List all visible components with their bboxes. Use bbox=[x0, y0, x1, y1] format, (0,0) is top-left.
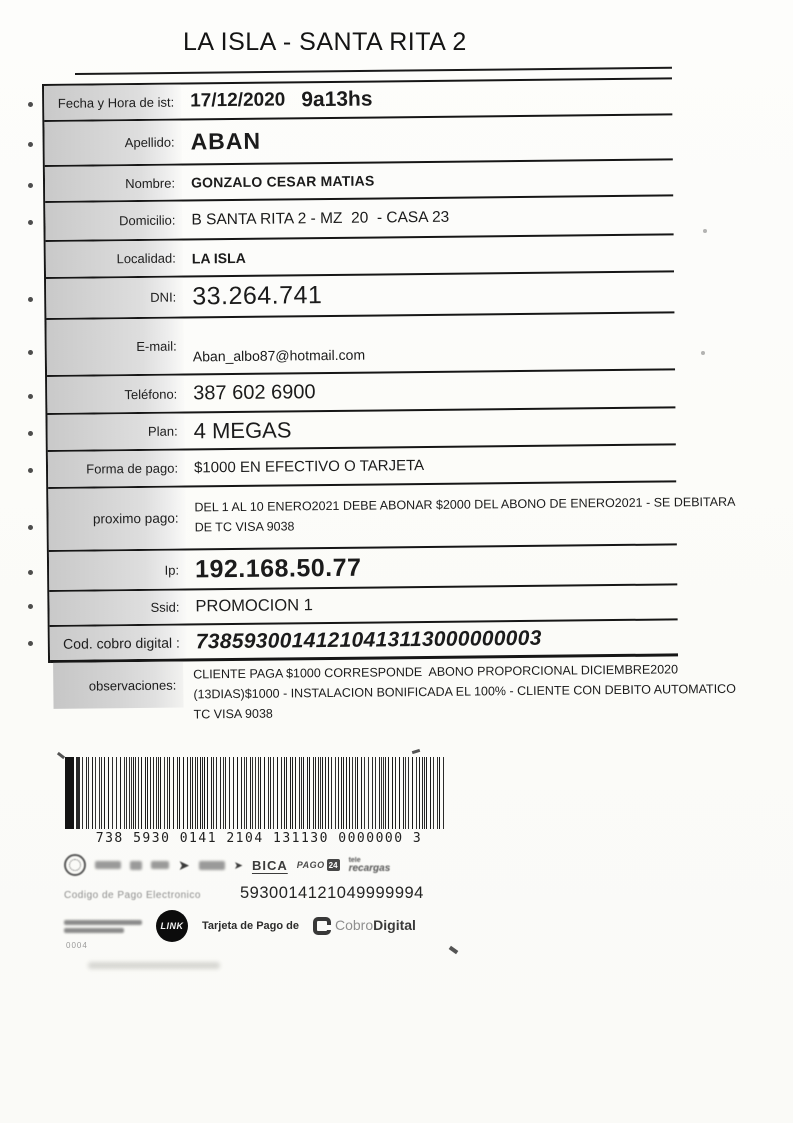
field-value-ssid bbox=[186, 585, 677, 623]
scan-mark bbox=[412, 749, 421, 754]
barcode-bar bbox=[95, 757, 96, 829]
barcode-bar bbox=[433, 757, 434, 829]
blurred-logo-icon bbox=[151, 861, 169, 869]
batch-code: 0004 bbox=[66, 941, 88, 950]
cobrodigital-logo-text bbox=[335, 917, 416, 935]
margin-bullet-dot bbox=[28, 394, 33, 399]
barcode-bar bbox=[309, 757, 310, 829]
field-value-localidad bbox=[183, 235, 674, 275]
field-value-text: PROMOCION 1 bbox=[195, 596, 313, 616]
barcode-bar bbox=[260, 757, 261, 829]
barcode-bar bbox=[258, 757, 259, 829]
scan-smudge bbox=[88, 962, 220, 969]
scan-mark bbox=[449, 946, 459, 954]
barcode-bar bbox=[416, 757, 417, 829]
field-value-text: 73859300141210413113000000003 bbox=[195, 626, 542, 653]
barcode-bar bbox=[195, 757, 196, 829]
barcode-bar bbox=[104, 757, 105, 829]
field-value-text: 33.264.741 bbox=[192, 281, 323, 311]
cobrodigital-text-bold: Digital bbox=[373, 917, 416, 933]
barcode-bar bbox=[223, 757, 224, 829]
barcode-bar bbox=[150, 757, 151, 829]
barcode-bar bbox=[352, 757, 353, 829]
barcode-bar bbox=[346, 757, 347, 829]
barcode-bar bbox=[76, 757, 80, 829]
field-label-ip: Ip: bbox=[49, 551, 186, 590]
barcode-bar bbox=[129, 757, 130, 829]
barcode-bar bbox=[173, 757, 174, 829]
barcode-bar bbox=[202, 757, 203, 829]
cobrodigital-logo-icon bbox=[313, 917, 331, 935]
arrow-logo-icon: ➤ bbox=[233, 859, 243, 872]
barcode-bar bbox=[200, 757, 201, 829]
field-value-telefono bbox=[184, 370, 675, 411]
margin-bullet-dot bbox=[28, 468, 33, 473]
barcode-bar bbox=[412, 757, 413, 829]
field-value-text: 4 MEGAS bbox=[193, 416, 292, 443]
electronic-payment-code-label: Codigo de Pago Electronico bbox=[64, 890, 201, 901]
customer-form bbox=[42, 77, 736, 726]
field-value-fecha bbox=[181, 79, 672, 118]
barcode-bar bbox=[343, 757, 344, 829]
barcode-bar bbox=[399, 757, 400, 829]
barcode-bar bbox=[156, 757, 157, 829]
field-value-forma bbox=[185, 445, 676, 485]
barcode-bar bbox=[335, 757, 336, 829]
barcode-bar bbox=[286, 757, 287, 829]
barcode-bar bbox=[307, 757, 308, 829]
barcode-bar bbox=[430, 757, 431, 829]
field-label-observaciones: observaciones: bbox=[53, 662, 183, 709]
barcode-bar bbox=[158, 757, 159, 829]
barcode-bar bbox=[233, 757, 234, 829]
barcode-bar bbox=[315, 757, 316, 829]
barcode-bar bbox=[341, 757, 342, 829]
barcode-bar bbox=[268, 757, 269, 829]
barcode-bar bbox=[197, 757, 198, 829]
blurred-logo-icon bbox=[64, 920, 142, 933]
barcode-bar bbox=[364, 757, 365, 829]
barcode-bar bbox=[179, 757, 180, 829]
barcode-bar bbox=[169, 757, 170, 829]
barcode-bar bbox=[325, 757, 326, 829]
margin-bullet-dot bbox=[28, 220, 33, 225]
barcode-bar bbox=[160, 757, 161, 829]
field-label-fecha: Fecha y Hora de ist: bbox=[44, 85, 181, 120]
barcode-bar bbox=[281, 757, 282, 829]
barcode-bar bbox=[207, 757, 208, 829]
barcode-bar bbox=[284, 757, 285, 829]
barcode-bar bbox=[301, 757, 302, 829]
barcode-bar bbox=[116, 757, 117, 829]
field-value-line: DEL 1 AL 10 ENERO2021 DEBE ABONAR $2000 DEL ABONO DE ENERO2021 - SE DEBITARA bbox=[194, 494, 736, 515]
electronic-payment-code-value: 5930014121049999994 bbox=[240, 884, 424, 902]
barcode-bar bbox=[328, 757, 329, 829]
barcode-bar bbox=[120, 757, 121, 829]
page-title: LA ISLA - SANTA RITA 2 bbox=[183, 28, 467, 56]
barcode-bar bbox=[246, 757, 247, 829]
barcode-bar bbox=[264, 757, 265, 829]
bica-logo: BICA bbox=[251, 857, 288, 873]
barcode-bar bbox=[65, 757, 74, 829]
field-value-nombre bbox=[182, 160, 673, 199]
telerecargas-logo-top: tele bbox=[348, 856, 361, 864]
payment-barcode bbox=[65, 757, 453, 829]
field-value-text: 17/12/2020 bbox=[190, 89, 286, 112]
barcode-bar bbox=[164, 757, 165, 829]
barcode-bar bbox=[273, 757, 274, 829]
form-row-observaciones bbox=[48, 656, 736, 726]
barcode-bar bbox=[408, 757, 409, 829]
barcode-bar bbox=[338, 757, 339, 829]
cobrodigital-text-light: Cobro bbox=[335, 917, 374, 933]
field-value-text: GONZALO CESAR MATIAS bbox=[190, 172, 375, 191]
margin-bullet-dot bbox=[28, 604, 33, 609]
barcode-bar bbox=[424, 757, 425, 829]
field-value-dni bbox=[183, 272, 674, 316]
barcode-bar bbox=[379, 757, 380, 829]
field-value-cod bbox=[187, 620, 678, 658]
barcode-bar bbox=[388, 757, 389, 829]
field-value-text: B SANTA RITA 2 - MZ 20 - CASA 23 bbox=[191, 208, 450, 228]
form-row-proximo bbox=[48, 482, 736, 552]
barcode-bar bbox=[86, 757, 87, 829]
margin-bullet-dot bbox=[28, 570, 33, 575]
barcode-bar bbox=[204, 757, 205, 829]
margin-bullet-dot bbox=[28, 142, 33, 147]
barcode-bar bbox=[133, 757, 134, 829]
top-rule-line bbox=[75, 67, 672, 75]
field-value-ip bbox=[186, 545, 677, 588]
barcode-bar bbox=[108, 757, 109, 829]
field-value-line: DE TC VISA 9038 bbox=[194, 518, 295, 534]
electronic-payment-code-row bbox=[64, 884, 564, 904]
field-label-nombre: Nombre: bbox=[45, 166, 182, 201]
barcode-bar bbox=[385, 757, 386, 829]
field-label-email: E-mail: bbox=[46, 319, 184, 375]
barcode-bar bbox=[255, 757, 256, 829]
barcode-bar bbox=[82, 757, 83, 829]
form-row-apellido bbox=[44, 115, 672, 167]
barcode-bar bbox=[368, 757, 369, 829]
barcode-bar bbox=[392, 757, 393, 829]
cobrodigital-logo bbox=[313, 917, 416, 935]
barcode-bar bbox=[395, 757, 396, 829]
tarjeta-de-pago-label: Tarjeta de Pago de bbox=[202, 920, 299, 932]
barcode-bar bbox=[229, 757, 230, 829]
barcode-bar bbox=[237, 757, 238, 829]
barcode-bar bbox=[277, 757, 278, 829]
observaciones-line: (13DIAS)$1000 - INSTALACION BONIFICADA EL 100% - CLIENTE CON DEBITO AUTOMATICO bbox=[193, 681, 736, 702]
barcode-bar bbox=[112, 757, 113, 829]
pago24-logo bbox=[297, 859, 340, 871]
barcode-bar bbox=[355, 757, 356, 829]
margin-bullet-dot bbox=[28, 183, 33, 188]
barcode-bar bbox=[303, 757, 304, 829]
field-value-text: $1000 EN EFECTIVO O TARJETA bbox=[193, 457, 425, 477]
form-row-dni bbox=[46, 272, 674, 320]
barcode-bar bbox=[244, 757, 245, 829]
field-value-text: 192.168.50.77 bbox=[194, 553, 362, 583]
field-value-text: ABAN bbox=[190, 127, 262, 155]
barcode-bar bbox=[126, 757, 127, 829]
field-label-cod: Cod. cobro digital : bbox=[50, 626, 187, 660]
barcode-bar bbox=[213, 757, 214, 829]
field-value-observaciones bbox=[183, 656, 736, 725]
field-value-domicilio bbox=[182, 196, 673, 238]
field-value-text-2: 9a13hs bbox=[301, 87, 373, 112]
form-rows-box bbox=[42, 77, 736, 663]
barcode-bar bbox=[313, 757, 314, 829]
barcode-bar bbox=[320, 757, 321, 829]
barcode-bar bbox=[147, 757, 148, 829]
field-label-apellido: Apellido: bbox=[44, 121, 181, 165]
barcode-bar bbox=[295, 757, 296, 829]
blurred-logo-icon bbox=[95, 861, 121, 869]
barcode-bar bbox=[252, 757, 253, 829]
barcode-bar bbox=[361, 757, 362, 829]
arrow-logo-icon: ➤ bbox=[178, 856, 190, 873]
margin-bullet-dot bbox=[28, 431, 33, 436]
field-label-forma: Forma de pago: bbox=[48, 451, 185, 487]
barcode-bar bbox=[381, 757, 382, 829]
scan-dot bbox=[701, 351, 705, 355]
barcode-bar bbox=[216, 757, 217, 829]
barcode-bar bbox=[357, 757, 358, 829]
barcode-bar bbox=[405, 757, 406, 829]
barcode-bar bbox=[250, 757, 251, 829]
barcode-bar bbox=[349, 757, 350, 829]
barcode-bar bbox=[292, 757, 293, 829]
barcode-bar bbox=[135, 757, 136, 829]
barcode-bar bbox=[419, 757, 420, 829]
form-row-ip bbox=[49, 545, 677, 592]
field-label-localidad: Localidad: bbox=[46, 241, 183, 277]
link-network-logo: LINK bbox=[156, 910, 188, 942]
barcode-bar bbox=[403, 757, 404, 829]
margin-bullet-dot bbox=[28, 350, 33, 355]
field-value-text: Aban_albo87@hotmail.com bbox=[192, 346, 366, 365]
payment-logos-strip-2 bbox=[64, 908, 416, 944]
barcode-bar bbox=[290, 757, 291, 829]
barcode-bar bbox=[145, 757, 146, 829]
observaciones-line: CLIENTE PAGA $1000 CORRESPONDE ABONO PROPORCIONAL DICIEMBRE2020 bbox=[193, 662, 679, 682]
field-value-text: 387 602 6900 bbox=[193, 380, 316, 404]
barcode-bar bbox=[177, 757, 178, 829]
barcode-bar bbox=[167, 757, 168, 829]
barcode-bar bbox=[99, 757, 100, 829]
barcode-bar bbox=[437, 757, 438, 829]
barcode-bar bbox=[131, 757, 132, 829]
field-value-email bbox=[183, 313, 675, 373]
barcode-bar bbox=[375, 757, 376, 829]
margin-bullet-dot bbox=[28, 525, 33, 530]
field-value-apellido bbox=[181, 115, 672, 163]
barcode-bar bbox=[322, 757, 323, 829]
barcode-bar bbox=[331, 757, 332, 829]
field-label-domicilio: Domicilio: bbox=[45, 202, 182, 240]
scan-mark bbox=[57, 752, 65, 759]
barcode-bar bbox=[183, 757, 184, 829]
blurred-logo-icon bbox=[199, 861, 225, 870]
field-value-plan bbox=[184, 408, 675, 448]
field-label-dni: DNI: bbox=[46, 278, 183, 318]
barcode-bar bbox=[101, 757, 102, 829]
barcode-bar bbox=[241, 757, 242, 829]
field-value-proximo bbox=[185, 482, 736, 549]
barcode-bar bbox=[92, 757, 93, 829]
barcode-bar bbox=[88, 757, 89, 829]
barcode-bar bbox=[141, 757, 142, 829]
payment-logos-strip bbox=[64, 851, 390, 879]
barcode-bar bbox=[138, 757, 139, 829]
barcode-bar bbox=[426, 757, 427, 829]
barcode-bar bbox=[187, 757, 188, 829]
field-label-proximo: proximo pago: bbox=[48, 488, 186, 550]
barcode-bar bbox=[439, 757, 440, 829]
barcode-bar bbox=[299, 757, 300, 829]
barcode-bar bbox=[270, 757, 271, 829]
barcode-bar bbox=[372, 757, 373, 829]
margin-bullet-dot bbox=[28, 641, 33, 646]
scan-dot bbox=[703, 229, 707, 233]
field-label-plan: Plan: bbox=[47, 414, 184, 450]
field-label-telefono: Teléfono: bbox=[47, 376, 184, 413]
barcode-bar bbox=[318, 757, 319, 829]
barcode-bar bbox=[443, 757, 444, 829]
form-row-email bbox=[46, 313, 675, 377]
barcode-bar bbox=[383, 757, 384, 829]
blurred-logo-icon bbox=[130, 861, 142, 870]
barcode-bar bbox=[422, 757, 423, 829]
field-value-text: LA ISLA bbox=[191, 249, 246, 266]
telerecargas-logo-bottom: recargas bbox=[348, 862, 391, 874]
barcode-bar bbox=[225, 757, 226, 829]
telerecargas-logo bbox=[349, 857, 391, 874]
barcode-bar bbox=[153, 757, 154, 829]
barcode-bar bbox=[220, 757, 221, 829]
field-label-ssid: Ssid: bbox=[49, 591, 186, 625]
barcode-number: 738 5930 0141 2104 131130 0000000 3 bbox=[95, 831, 423, 846]
margin-bullet-dot bbox=[28, 297, 33, 302]
observaciones-line: TC VISA 9038 bbox=[193, 706, 273, 722]
barcode-bar bbox=[192, 757, 193, 829]
barcode-bar bbox=[211, 757, 212, 829]
barcode-bar bbox=[190, 757, 191, 829]
pago24-logo-text: PAGO bbox=[296, 860, 325, 870]
round-emblem-logo-icon bbox=[64, 854, 86, 876]
pago24-logo-badge: 24 bbox=[327, 859, 340, 871]
barcode-bar bbox=[124, 757, 125, 829]
form-row-telefono bbox=[47, 370, 675, 415]
margin-bullet-dot bbox=[28, 102, 33, 107]
form-row-domicilio bbox=[45, 196, 673, 242]
